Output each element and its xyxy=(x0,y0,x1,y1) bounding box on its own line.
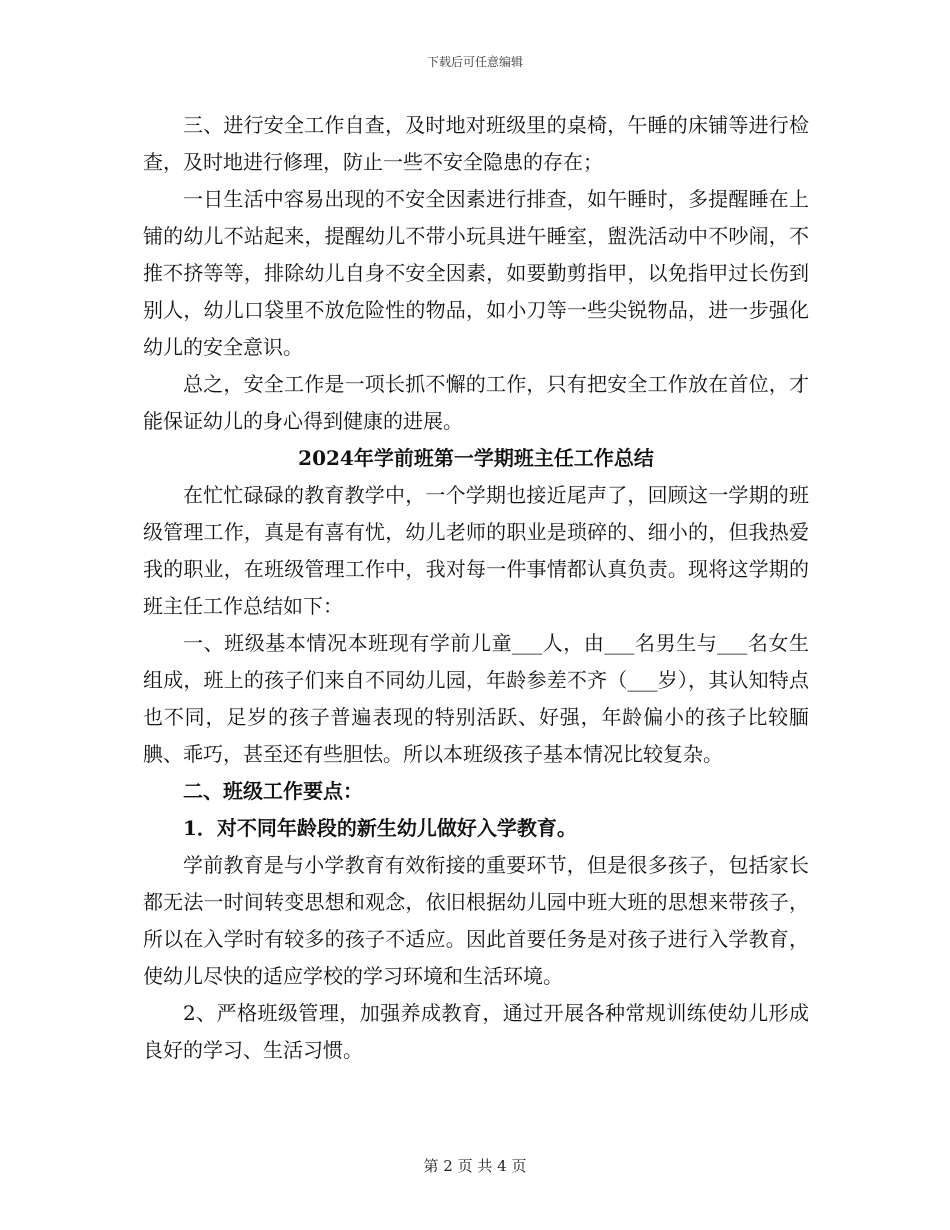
paragraph-daily-safety-check: 一日生活中容易出现的不安全因素进行排查，如午睡时，多提醒睡在上铺的幼儿不站起来，提醒幼儿不带小玩具进午睡室，盥洗活动中不吵闹，不推不挤等等，排除幼儿自身不安全因素，如要勤剪指甲，以免指甲过长伤到别人，幼儿口袋里不放危险性的物品，如小刀等一些尖锐物品，进一步强化幼儿的安全意识。 xyxy=(143,187,809,359)
document-title: 2024年学前班第一学期班主任工作总结 xyxy=(298,446,654,470)
paragraph-safety-self-check: 三、进行安全工作自查，及时地对班级里的桌椅，午睡的床铺等进行检查，及时地进行修理，防止一些不安全隐患的存在； xyxy=(143,113,809,174)
page-header: 下载后可任意编辑 xyxy=(426,55,523,69)
page-number: 第 2 页 共 4 页 xyxy=(423,1157,527,1175)
document-body xyxy=(143,107,809,1069)
heading-key-points: 二、班级工作要点： xyxy=(183,779,363,803)
paragraph-class-management: 2、严格班级管理，加强养成教育，通过开展各种常规训练使幼儿形成良好的学习、生活习惯。 xyxy=(143,1001,809,1062)
paragraph-introduction: 在忙忙碌碌的教育教学中，一个学期也接近尾声了，回顾这一学期的班级管理工作，真是有喜有忧，幼儿老师的职业是琐碎的、细小的，但我热爱我的职业，在班级管理工作中，我对每一件事情都认真负责。现将这学期的班主任工作总结如下： xyxy=(143,483,809,618)
paragraph-safety-summary: 总之，安全工作是一项长抓不懈的工作，只有把安全工作放在首位，才能保证幼儿的身心得到健康的进展。 xyxy=(143,372,809,433)
paragraph-class-basics: 一、班级基本情况本班现有学前儿童___人，由___名男生与___名女生组成，班上的孩子们来自不同幼儿园，年龄参差不齐（___岁），其认知特点也不同，足岁的孩子普遍表现的特别活跃、好强，年龄偏小的孩子比较腼腆、乖巧，甚至还有些胆怯。所以本班级孩子基本情况比较复杂。 xyxy=(143,631,809,766)
paragraph-entry-education: 学前教育是与小学教育有效衔接的重要环节，但是很多孩子，包括家长都无法一时间转变思想和观念，依旧根据幼儿园中班大班的思想来带孩子，所以在入学时有较多的孩子不适应。因此首要任务是对孩子进行入学教育，使幼儿尽快的适应学校的学习环境和生活环境。 xyxy=(143,853,809,988)
heading-entry-education: 1．对不同年龄段的新生幼儿做好入学教育。 xyxy=(183,816,577,840)
